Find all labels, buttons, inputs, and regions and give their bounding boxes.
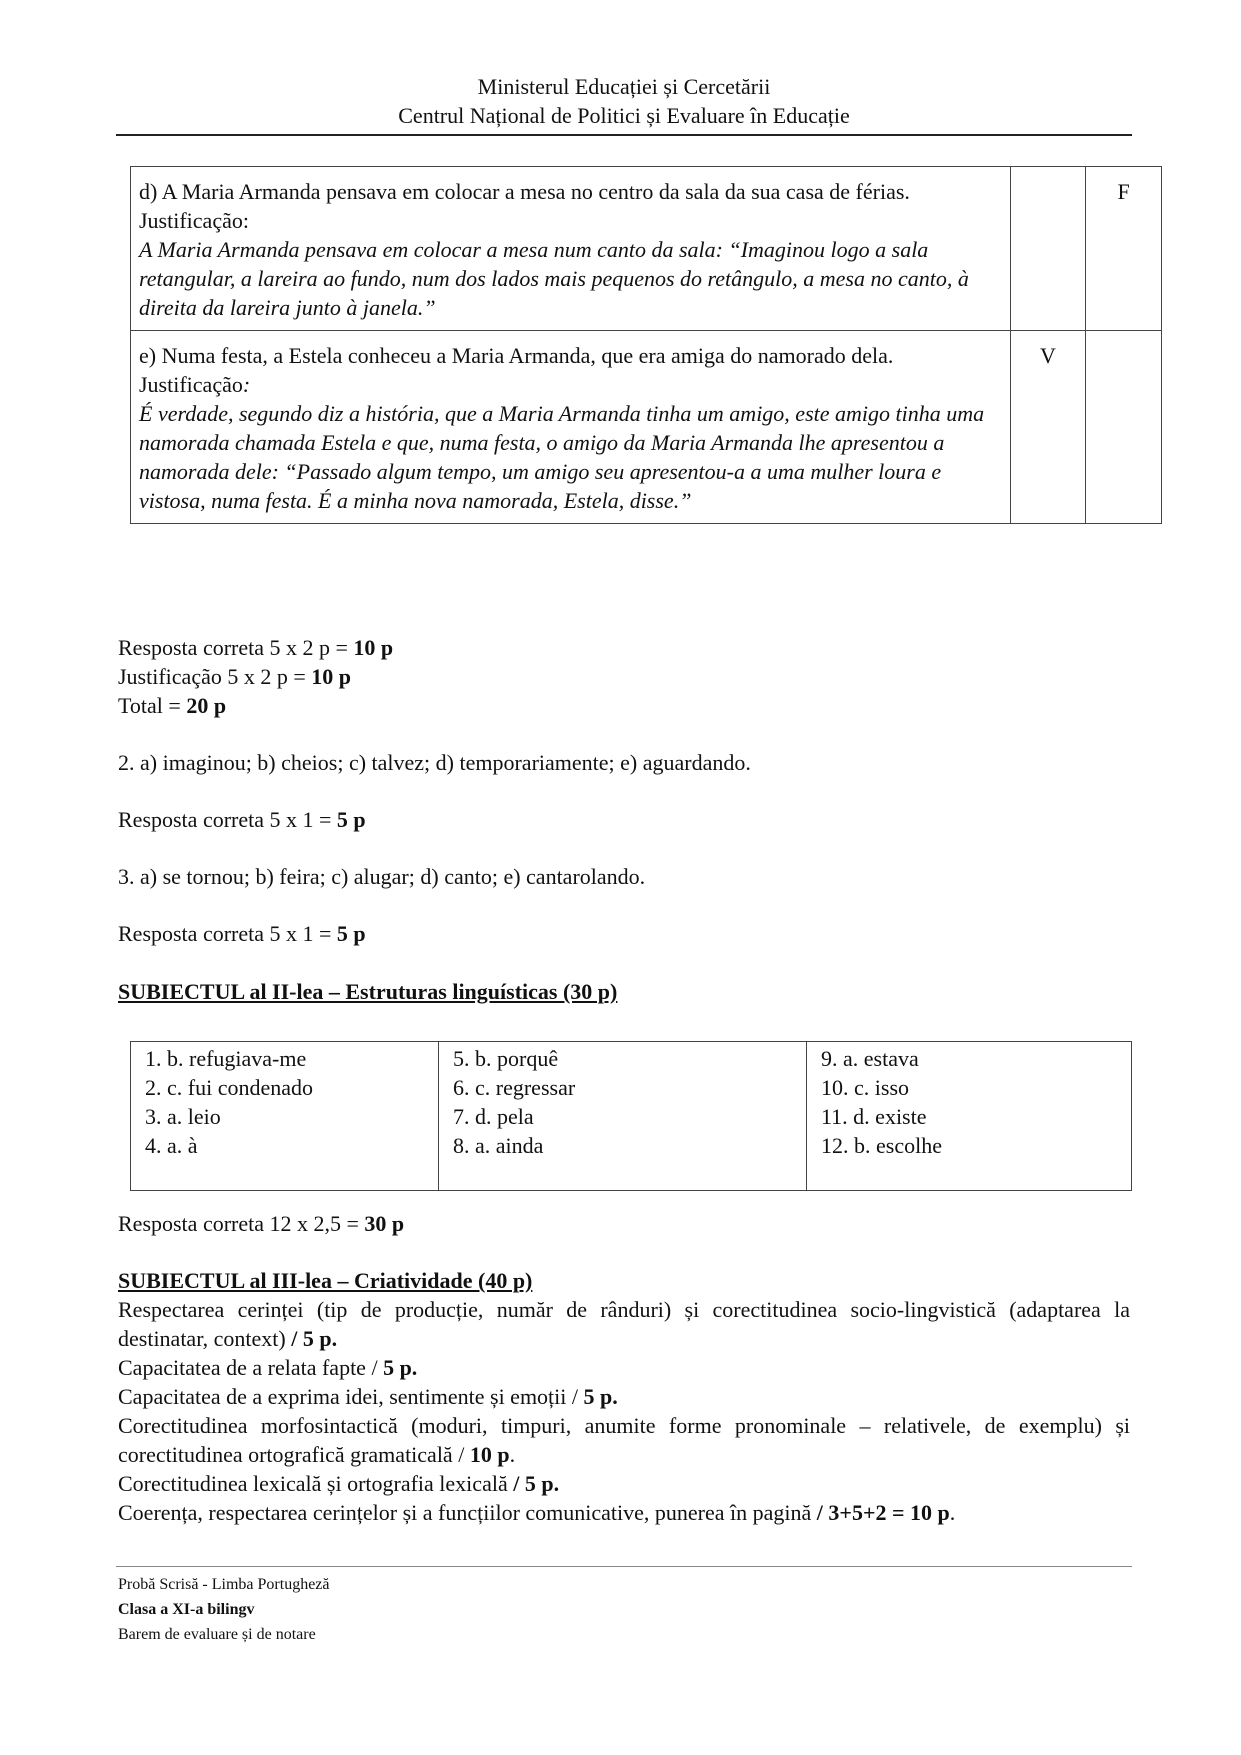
section2-score: Resposta correta 12 x 2,5 = 30 p <box>118 1211 405 1236</box>
justification-text: A Maria Armanda pensava em colocar a mesa num canto da sala: “Imaginou logo a sala retangular, a lareira ao fundo, num dos lados mais pequenos do retângulo, a mesa no canto, à direita da lareira junto à janela.” <box>139 237 969 320</box>
criterion: Respectarea cerinței (tip de producție, număr de rânduri) și corectitudinea socio-lingvistică (adaptarea la destinatar, context) / 5 p. <box>118 1297 1130 1351</box>
header-divider <box>116 134 1132 136</box>
answer-item: 11. d. existe <box>821 1104 927 1129</box>
item3-answer: 3. a) se tornou; b) feira; c) alugar; d) canto; e) cantarolando. <box>118 864 646 889</box>
answer-item: 8. a. ainda <box>453 1133 544 1158</box>
answer-item: 2. c. fui condenado <box>145 1075 313 1100</box>
answers-table <box>130 1041 1132 1191</box>
criterion: Coerența, respectarea cerințelor și a funcțiilor comunicative, punerea în pagină / 3+5+2 = 10 p. <box>118 1500 956 1525</box>
criterion: Corectitudinea lexicală și ortografia lexicală / 5 p. <box>118 1471 560 1496</box>
statement-text: d) A Maria Armanda pensava em colocar a mesa no centro da sala da sua casa de férias. <box>139 179 910 204</box>
score-line: Justificação 5 x 2 p = 10 p <box>118 664 352 689</box>
section3-title: SUBIECTUL al III-lea – Criatividade (40 p) <box>118 1268 533 1293</box>
true-mark-cell: V <box>1010 331 1086 524</box>
answer-item: 12. b. escolhe <box>821 1133 942 1158</box>
header-ministry: Ministerul Educației și Cercetării <box>477 74 771 99</box>
statement-text: e) Numa festa, a Estela conheceu a Maria Armanda, que era amiga do namorado dela. <box>139 343 894 368</box>
answers-column-2 <box>439 1042 807 1191</box>
false-mark-cell: F <box>1086 167 1162 331</box>
item2-answer: 2. a) imaginou; b) cheios; c) talvez; d) temporariamente; e) aguardando. <box>118 750 751 775</box>
score-line: Resposta correta 5 x 2 p = 10 p <box>118 635 394 660</box>
false-mark-cell <box>1086 331 1162 524</box>
footer-divider <box>116 1566 1132 1567</box>
criterion: Capacitatea de a exprima idei, sentimente și emoții / 5 p. <box>118 1384 618 1409</box>
table-row <box>131 167 1162 331</box>
answer-item: 6. c. regressar <box>453 1075 576 1100</box>
table-row <box>131 1042 1132 1191</box>
criterion: Capacitatea de a relata fapte / 5 p. <box>118 1355 418 1380</box>
true-false-table <box>130 166 1162 524</box>
footer-exam: Probă Scrisă - Limba Portugheză <box>118 1576 330 1593</box>
criterion: Corectitudinea morfosintactică (moduri, timpuri, anumite forme pronominale – relativele, de exemplu) și corectitudinea ortografică gramaticală / 10 p. <box>118 1413 1130 1467</box>
statement-cell <box>131 331 1011 524</box>
score-line: Total = 20 p <box>118 693 227 718</box>
answer-item: 3. a. leio <box>145 1104 221 1129</box>
answer-item: 9. a. estava <box>821 1046 919 1071</box>
table-row <box>131 331 1162 524</box>
true-mark-cell <box>1010 167 1086 331</box>
page-header <box>118 72 1130 130</box>
justification-text: É verdade, segundo diz a história, que a Maria Armanda tinha um amigo, este amigo tinha uma namorada chamada Estela e que, numa festa, o amigo da Maria Armanda lhe apresentou a namorada dele: “Passado algum tempo, um amigo seu apresentou-a a uma mulher loura e vistosa, numa festa. É a minha nova namorada, Estela, disse.” <box>139 401 985 513</box>
item3-score: Resposta correta 5 x 1 = 5 p <box>118 921 366 946</box>
answer-item: 4. a. à <box>145 1133 198 1158</box>
statement-cell <box>131 167 1011 331</box>
section2-title: SUBIECTUL al II-lea – Estruturas linguísticas (30 p) <box>118 979 618 1004</box>
answer-item: 10. c. isso <box>821 1075 909 1100</box>
answers-column-3 <box>807 1042 1132 1191</box>
page-footer <box>118 1572 330 1647</box>
footer-doc-type: Barem de evaluare și de notare <box>118 1626 316 1643</box>
justification-label: Justificação: <box>139 372 251 397</box>
answer-item: 1. b. refugiava-me <box>145 1046 307 1071</box>
answers-column-1 <box>131 1042 439 1191</box>
justification-label: Justificação: <box>139 208 249 233</box>
item2-score: Resposta correta 5 x 1 = 5 p <box>118 807 366 832</box>
answer-item: 7. d. pela <box>453 1104 534 1129</box>
scoring-item1 <box>118 633 393 720</box>
footer-class: Clasa a XI-a bilingv <box>118 1601 255 1618</box>
header-center: Centrul Național de Politici și Evaluare în Educație <box>398 103 850 128</box>
section3 <box>118 1266 1130 1527</box>
answer-item: 5. b. porquê <box>453 1046 559 1071</box>
